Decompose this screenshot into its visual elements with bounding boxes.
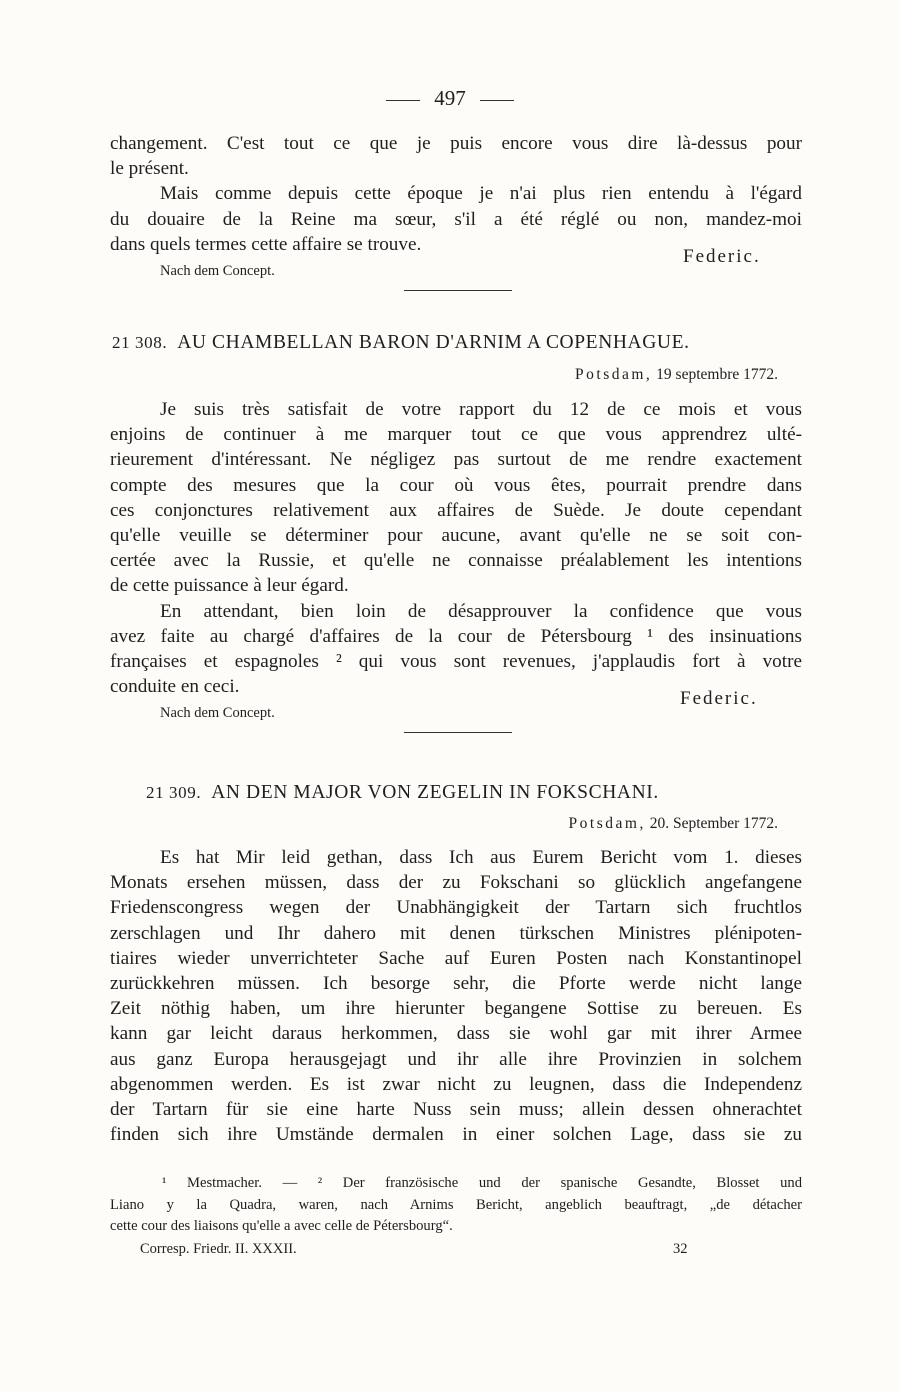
footnotes <box>110 1173 802 1238</box>
header-rule-right <box>480 100 514 101</box>
footnote-line: ¹ Mestmacher. — ² Der französische und der spanische Gesandte, Blosset und <box>162 1175 802 1191</box>
text-line: Mais comme depuis cette époque je n'ai plus rien entendu à l'égard <box>160 183 802 205</box>
text-line: finden sich ihre Umstände dermalen in einer solchen Lage, dass sie zu <box>110 1124 802 1146</box>
page-number: 497 <box>434 86 466 110</box>
text-line: qu'elle veuille se déterminer pour aucune, avant qu'elle ne se soit con- <box>110 524 802 546</box>
text-line: conduite en ceci. <box>110 676 240 698</box>
text-line: enjoins de continuer à me marquer tout ce que vous apprendrez ulté- <box>110 424 802 446</box>
text-line: de cette puissance à leur égard. <box>110 575 349 597</box>
letter-body <box>110 845 802 1147</box>
letter-number: 21 308. <box>112 333 168 352</box>
dateline <box>575 366 778 384</box>
separator-rule <box>404 732 512 733</box>
signature-federic: Federic. <box>680 688 758 709</box>
text-line: du douaire de la Reine ma sœur, s'il a été réglé ou non, mandez-moi <box>110 208 802 230</box>
letter-number: 21 309. <box>146 783 202 802</box>
text-line: compte des mesures que la cour où vous êtes, pourrait prendre dans <box>110 474 802 496</box>
continuation-paragraph <box>110 131 802 257</box>
text-line: tiaires wieder unverrichteter Sache auf Euren Posten nach Konstantinopel <box>110 947 802 969</box>
printer-signature-mark: Corresp. Friedr. II. XXXII. <box>140 1241 297 1257</box>
separator-rule <box>404 290 512 291</box>
letter-title: AN DEN MAJOR VON ZEGELIN IN FOKSCHANI. <box>211 782 659 803</box>
text-line: En attendant, bien loin de désapprouver la confidence que vous <box>160 600 802 622</box>
dateline-place: Potsdam, <box>575 366 653 383</box>
text-line: aus ganz Europa herausgejagt und ihr alle ihre Provinzien in solchem <box>110 1048 802 1070</box>
text-line: françaises et espagnoles ² qui vous sont revenues, j'applaudis fort à votre <box>110 650 802 672</box>
source-note: Nach dem Concept. <box>160 263 275 279</box>
header-rule-left <box>386 100 420 101</box>
letter-title: AU CHAMBELLAN BARON D'ARNIM A COPENHAGUE. <box>177 332 690 353</box>
dateline-place: Potsdam, <box>568 815 646 832</box>
text-line: Je suis très satisfait de votre rapport du 12 de ce mois et vous <box>160 399 802 420</box>
dateline-date: 19 septembre 1772. <box>656 366 778 383</box>
sheet-number: 32 <box>673 1241 688 1257</box>
letter-heading <box>146 782 659 804</box>
text-line: Zeit nöthig haben, um ihre hierunter begangene Sottise zu bereuen. Es <box>110 998 802 1020</box>
text-line: zurückkehren müssen. Ich besorge sehr, die Pforte werde nicht lange <box>110 972 802 994</box>
source-note: Nach dem Concept. <box>160 705 275 721</box>
text-line: dans quels termes cette affaire se trouve. <box>110 233 422 255</box>
signature-federic: Federic. <box>683 246 761 267</box>
footnote-line: cette cour des liaisons qu'elle a avec celle de Pétersbourg“. <box>110 1218 453 1234</box>
page-number-header <box>0 86 900 111</box>
text-line: der Tartarn für sie eine harte Nuss sein muss; allein dessen ohnerachtet <box>110 1098 802 1120</box>
text-line: Friedenscongress wegen der Unabhängigkeit der Tartarn sich fruchtlos <box>110 897 802 919</box>
text-line: Monats ersehen müssen, dass der zu Fokschani so glücklich angefangene <box>110 872 802 894</box>
text-line: avez faite au chargé d'affaires de la cour de Pétersbourg ¹ des insinuations <box>110 625 802 647</box>
letter-heading <box>112 332 690 354</box>
text-line: changement. C'est tout ce que je puis encore vous dire là-dessus pour <box>110 133 802 154</box>
text-line: Es hat Mir leid gethan, dass Ich aus Eurem Bericht vom 1. dieses <box>160 847 802 868</box>
text-line: kann gar leicht daraus herkommen, dass sie wohl gar mit ihrer Armee <box>110 1023 802 1045</box>
text-line: rieurement d'intéressant. Ne négligez pas surtout de me rendre exactement <box>110 449 802 471</box>
text-line: ces conjonctures relativement aux affaires de Suède. Je doute cependant <box>110 499 802 521</box>
dateline <box>569 815 778 833</box>
text-line: abgenommen werden. Es ist zwar nicht zu leugnen, dass die Independenz <box>110 1073 802 1095</box>
letter-body <box>110 397 802 699</box>
text-line: zerschlagen und Ihr dahero mit denen türkschen Ministres plénipoten- <box>110 922 802 944</box>
text-line: certée avec la Russie, et qu'elle ne connaisse préalablement les intentions <box>110 550 802 572</box>
dateline-date: 20. September 1772. <box>649 815 778 832</box>
text-line: le présent. <box>110 158 189 180</box>
footnote-line: Liano y la Quadra, waren, nach Arnims Bericht, angeblich beauftragt, „de détacher <box>110 1196 802 1213</box>
